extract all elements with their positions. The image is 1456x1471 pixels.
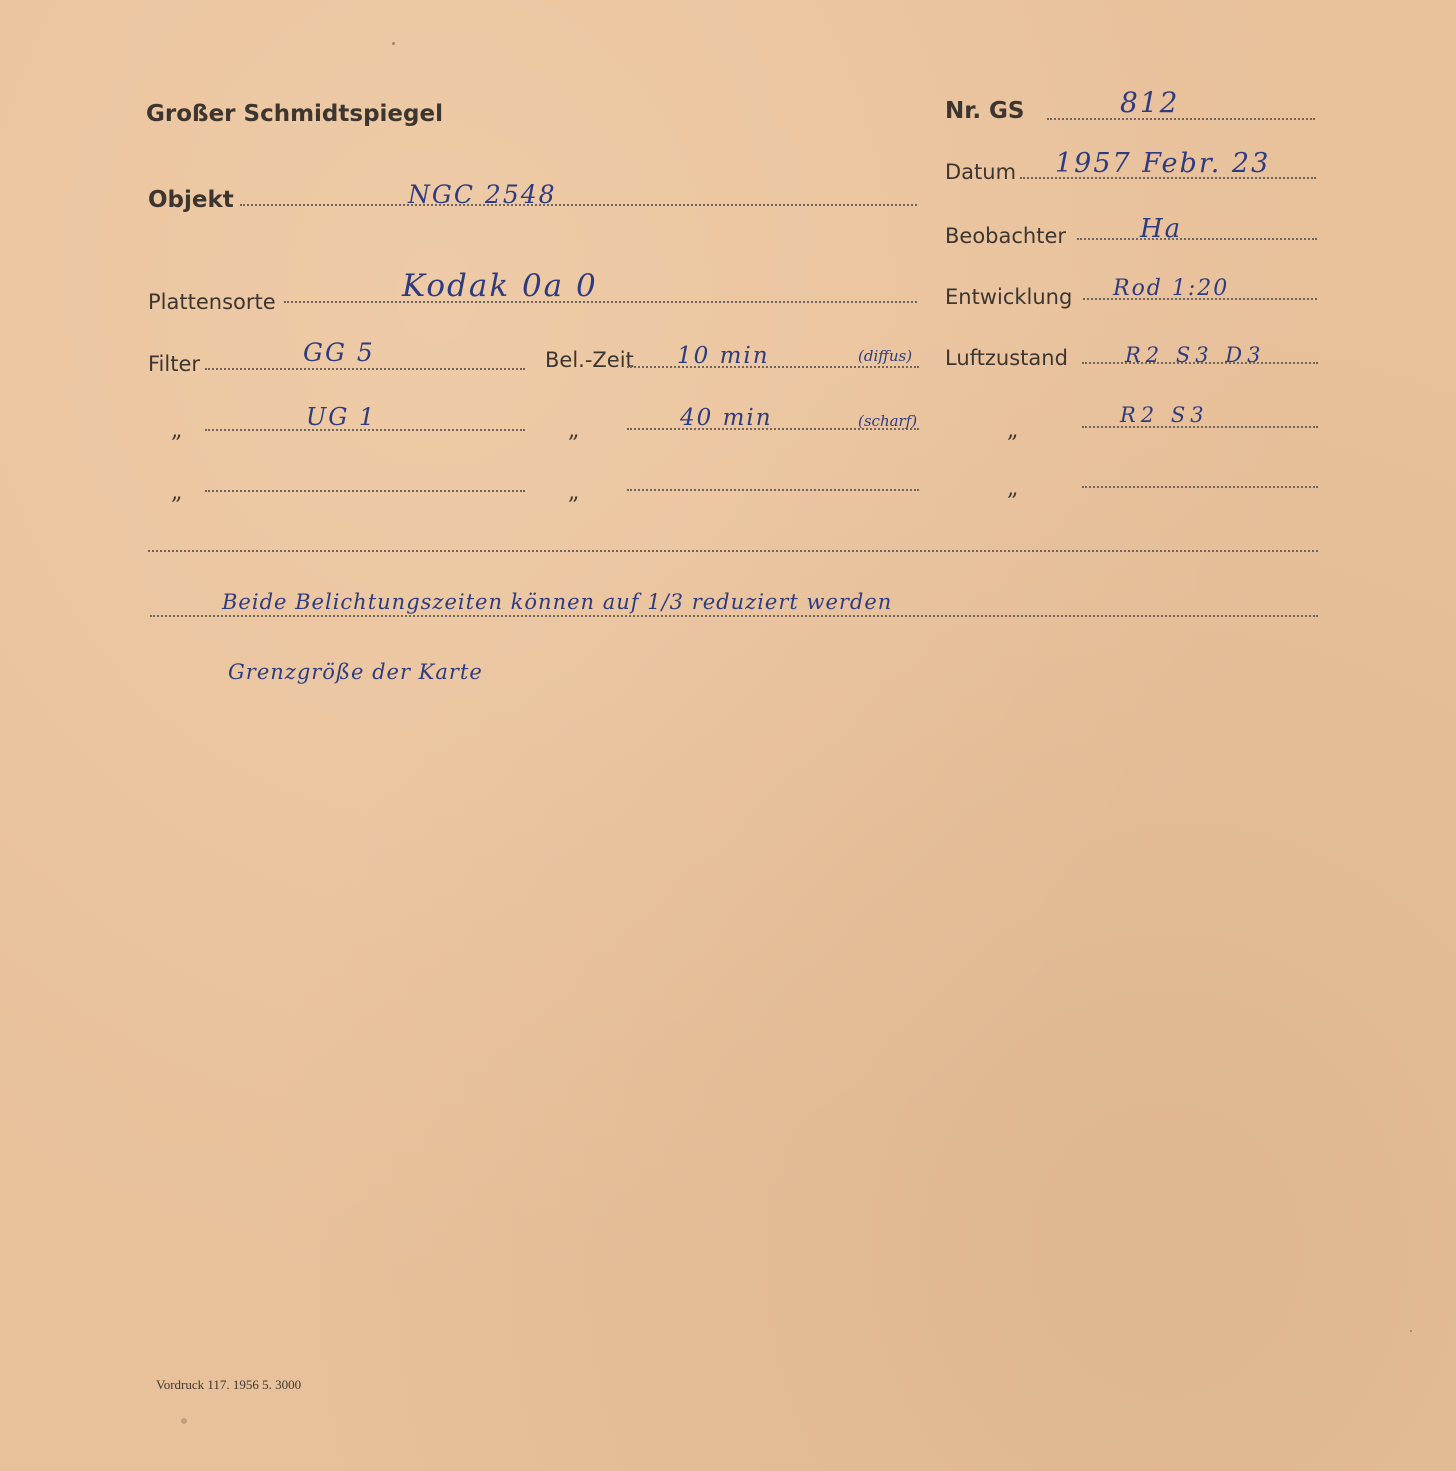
datum-label: Datum (945, 160, 1017, 184)
nr-label: Nr. GS (945, 98, 1025, 124)
objekt-label: Objekt (148, 187, 234, 213)
ditto-mark: „ (1007, 476, 1019, 501)
belzeit-note-2: (scharf) (858, 412, 918, 430)
form-title: Großer Schmidtspiegel (146, 101, 443, 127)
belzeit-value-1: 10 min (677, 343, 770, 369)
luftzustand-line-3 (1082, 486, 1318, 488)
remark-note-1: Beide Belichtungszeiten können auf 1/3 reduziert werden (222, 590, 893, 614)
entwicklung-label: Entwicklung (945, 285, 1073, 309)
entwicklung-value: Rod 1:20 (1113, 276, 1230, 301)
ditto-mark: „ (171, 480, 183, 505)
ditto-mark: „ (568, 418, 580, 443)
luftzustand-label: Luftzustand (945, 346, 1068, 370)
beobachter-value: Ha (1140, 214, 1183, 244)
ditto-mark: „ (568, 480, 580, 505)
beobachter-line (1077, 238, 1317, 240)
nr-line (1047, 118, 1315, 120)
objekt-value: NGC 2548 (408, 180, 557, 209)
belzeit-line-3 (627, 489, 919, 491)
paper-speck (181, 1418, 187, 1424)
plattensorte-line (284, 301, 917, 303)
ditto-mark: „ (1007, 418, 1019, 443)
datum-value: 1957 Febr. 23 (1055, 148, 1271, 179)
plattensorte-value: Kodak 0a 0 (402, 268, 598, 304)
objekt-line (240, 204, 917, 206)
filter-label: Filter (148, 352, 201, 376)
filter-line-1 (205, 368, 525, 370)
filter-line-3 (205, 490, 525, 492)
filter-value-2: UG 1 (306, 403, 377, 431)
remark-note-2: Grenzgröße der Karte (228, 660, 483, 684)
ditto-mark: „ (171, 418, 183, 443)
filter-value-1: GG 5 (303, 338, 375, 367)
form-print-number: Vordruck 117. 1956 5. 3000 (156, 1377, 302, 1392)
belzeit-label: Bel.-Zeit (545, 348, 634, 372)
plattensorte-label: Plattensorte (148, 290, 276, 314)
remarks-line-2 (150, 615, 1318, 617)
remarks-line-1 (148, 550, 1318, 552)
paper-speck (392, 42, 395, 45)
nr-value: 812 (1120, 86, 1180, 119)
luftzustand-value-1: R2 S3 D3 (1125, 343, 1266, 367)
luftzustand-value-2: R2 S3 (1120, 403, 1209, 427)
belzeit-value-2: 40 min (680, 405, 773, 431)
belzeit-line-1 (627, 366, 919, 368)
paper-speck (1410, 1330, 1412, 1332)
belzeit-note-1: (diffus) (858, 347, 913, 365)
beobachter-label: Beobachter (945, 224, 1067, 248)
